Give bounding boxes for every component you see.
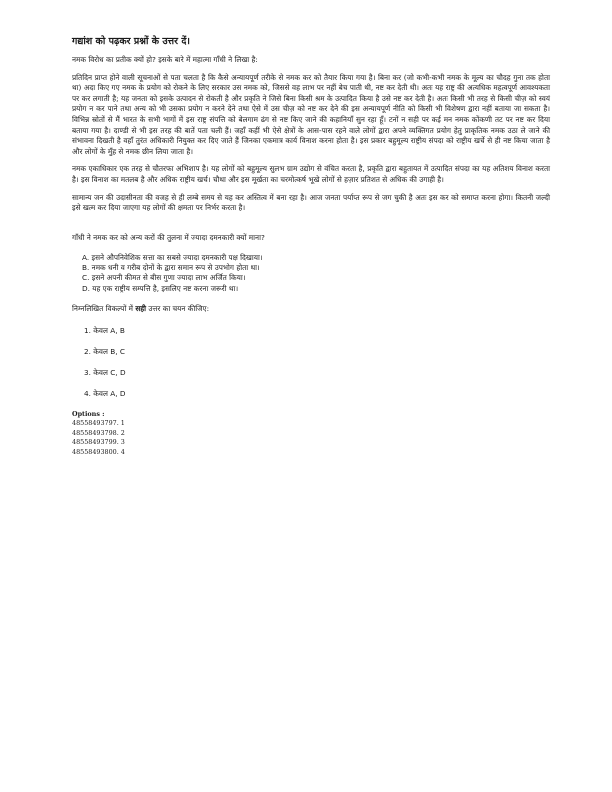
instruction-before: निम्नलिखित विकल्पों में — [72, 303, 136, 313]
passage-paragraph-2: नमक एकाधिकार एक तरह से चौतरफा अभिशाप है। यह लोगों को बहुमूल्य सुलभ ग्राम उद्योग से वंचित करता है, प्रकृति द्वारा बहुतायत में उत्पादित संपदा का यह अतिशय विनाश करता है। इस विनाश का मतलब है और अधिक राष्ट्रीय खर्च। चौथा और इस मूर्खता का चरमोत्कर्ष भूखे लोगों से हज़ार प्रतिशत से अधिक की उगाही है। — [72, 164, 550, 184]
choice-4[interactable]: 4. केवल A, D — [84, 388, 126, 398]
document-page — [72, 36, 550, 457]
option-id-1: 48558493797. 1 — [72, 419, 125, 428]
statement-c: C. इसने अपनी कीमत से बीस गुणा ज्यादा लाभ अर्जित किया। — [82, 273, 246, 283]
statement-a: A. इसने औपनिवेशिक सत्ता का सबसे ज्यादा दमनकारी पक्ष दिखाया। — [82, 252, 263, 262]
answer-instruction — [72, 303, 550, 314]
statement-d: D. यह एक राष्ट्रीय सम्पत्ति है, इसलिए नष्ट करना जरूरी था। — [82, 283, 239, 293]
passage-heading: गद्यांश को पढ़कर प्रश्नों के उत्तर दें। — [72, 36, 190, 47]
choice-3[interactable]: 3. केवल C, D — [84, 367, 126, 377]
statement-list — [82, 253, 550, 294]
instruction-after: उत्तर का चयन कीजिए: — [146, 303, 210, 313]
instruction-bold: सही — [135, 303, 147, 313]
passage-paragraph-1: प्रतिदिन प्राप्त होने वाली सूचनाओं से पता चलता है कि कैसे अन्यायपूर्ण तरीके से नमक कर को तैयार किया गया है। बिना कर (जो कभी-कभी नमक के मूल्य का चौदह गुना तक होता था) अदा किए गए नमक के प्रयोग को रोकने के लिए सरकार उस नमक को, जिससे वह लाभ पर नहीं बेच पाती थी, नष्ट कर देती थी। अतः यह राष्ट्र की अत्यधिक महत्वपूर्ण आवश्यकता पर कर लगाती है; यह जनता को इसके उत्पादन से रोकती है और प्रकृति ने जिसे बिना किसी श्रम के उत्पादित किया है उसे नष्ट कर देती है। अतः किसी भी तरह से किसी चीज़ को स्वयं प्रयोग न कर पाने तथा अन्य को भी उसका प्रयोग न करने देने तथा ऐसे में उस चीज़ को नष्ट कर देने की इस अन्यायपूर्ण नीति को किसी भी विशेषण द्वारा नहीं बताया जा सकता है। विभिन्न स्रोतों से मैं भारत के सभी भागों में इस राष्ट्र संपत्ति को बेलगाम ढंग से नष्ट किए जाने की कहानियाँ सुन रहा हूँ। टनों न सही पर कई मन नमक कोंकणी तट पर नष्ट कर दिया बताया गया है। दाण्डी से भी इस तरह की बातें पता चली हैं। जहाँ कहीं भी ऐसे क्षेत्रों के आस-पास रहने वाले लोगों द्वारा अपने व्यक्तिगत प्रयोग हेतु प्राकृतिक नमक उठा ले जाने की संभावना दिखती है वहाँ तुरंत अधिकारी नियुक्त कर दिए जाते हैं जिनका एकमात्र कार्य विनाश करना होता है। इस प्रकार बहुमूल्य राष्ट्रीय संपदा को राष्ट्रीय खर्चे से ही नष्ट किया जाता है और लोगों के मुँह से नमक छीन लिया जाता है। — [72, 72, 551, 156]
statement-b: B. नमक धनी व गरीब दोनों के द्वारा समान रूप से उपभोग होता था। — [82, 263, 260, 273]
options-title: Options : — [72, 409, 105, 418]
option-id-3: 48558493799. 3 — [72, 438, 125, 447]
passage-paragraph-3: सामान्य जन की उदासीनता की वजह से ही लम्बे समय से यह कर अस्तित्व में बना रहा है। आज जनता पर्याप्त रूप से जग चुकी है अतः इस कर को समाप्त करना होगा। कितनी जल्दी इसे खत्म कर दिया जाएगा यह लोगों की क्षमता पर निर्भर करता है। — [72, 192, 550, 213]
choice-list — [84, 326, 550, 399]
choice-2[interactable]: 2. केवल B, C — [84, 346, 125, 356]
passage-intro: नमक विरोध का प्रतीक क्यों हो? इसके बारे में महात्मा गाँधी ने लिखा है: — [72, 55, 258, 64]
choice-1[interactable]: 1. केवल A, B — [84, 325, 125, 335]
question-text: गाँधी ने नमक कर को अन्य करों की तुलना में ज्यादा दमनकारी क्यों माना? — [72, 232, 265, 242]
option-id-2: 48558493798. 2 — [72, 428, 125, 437]
option-id-4: 48558493800. 4 — [72, 447, 125, 456]
options-block — [72, 410, 550, 458]
